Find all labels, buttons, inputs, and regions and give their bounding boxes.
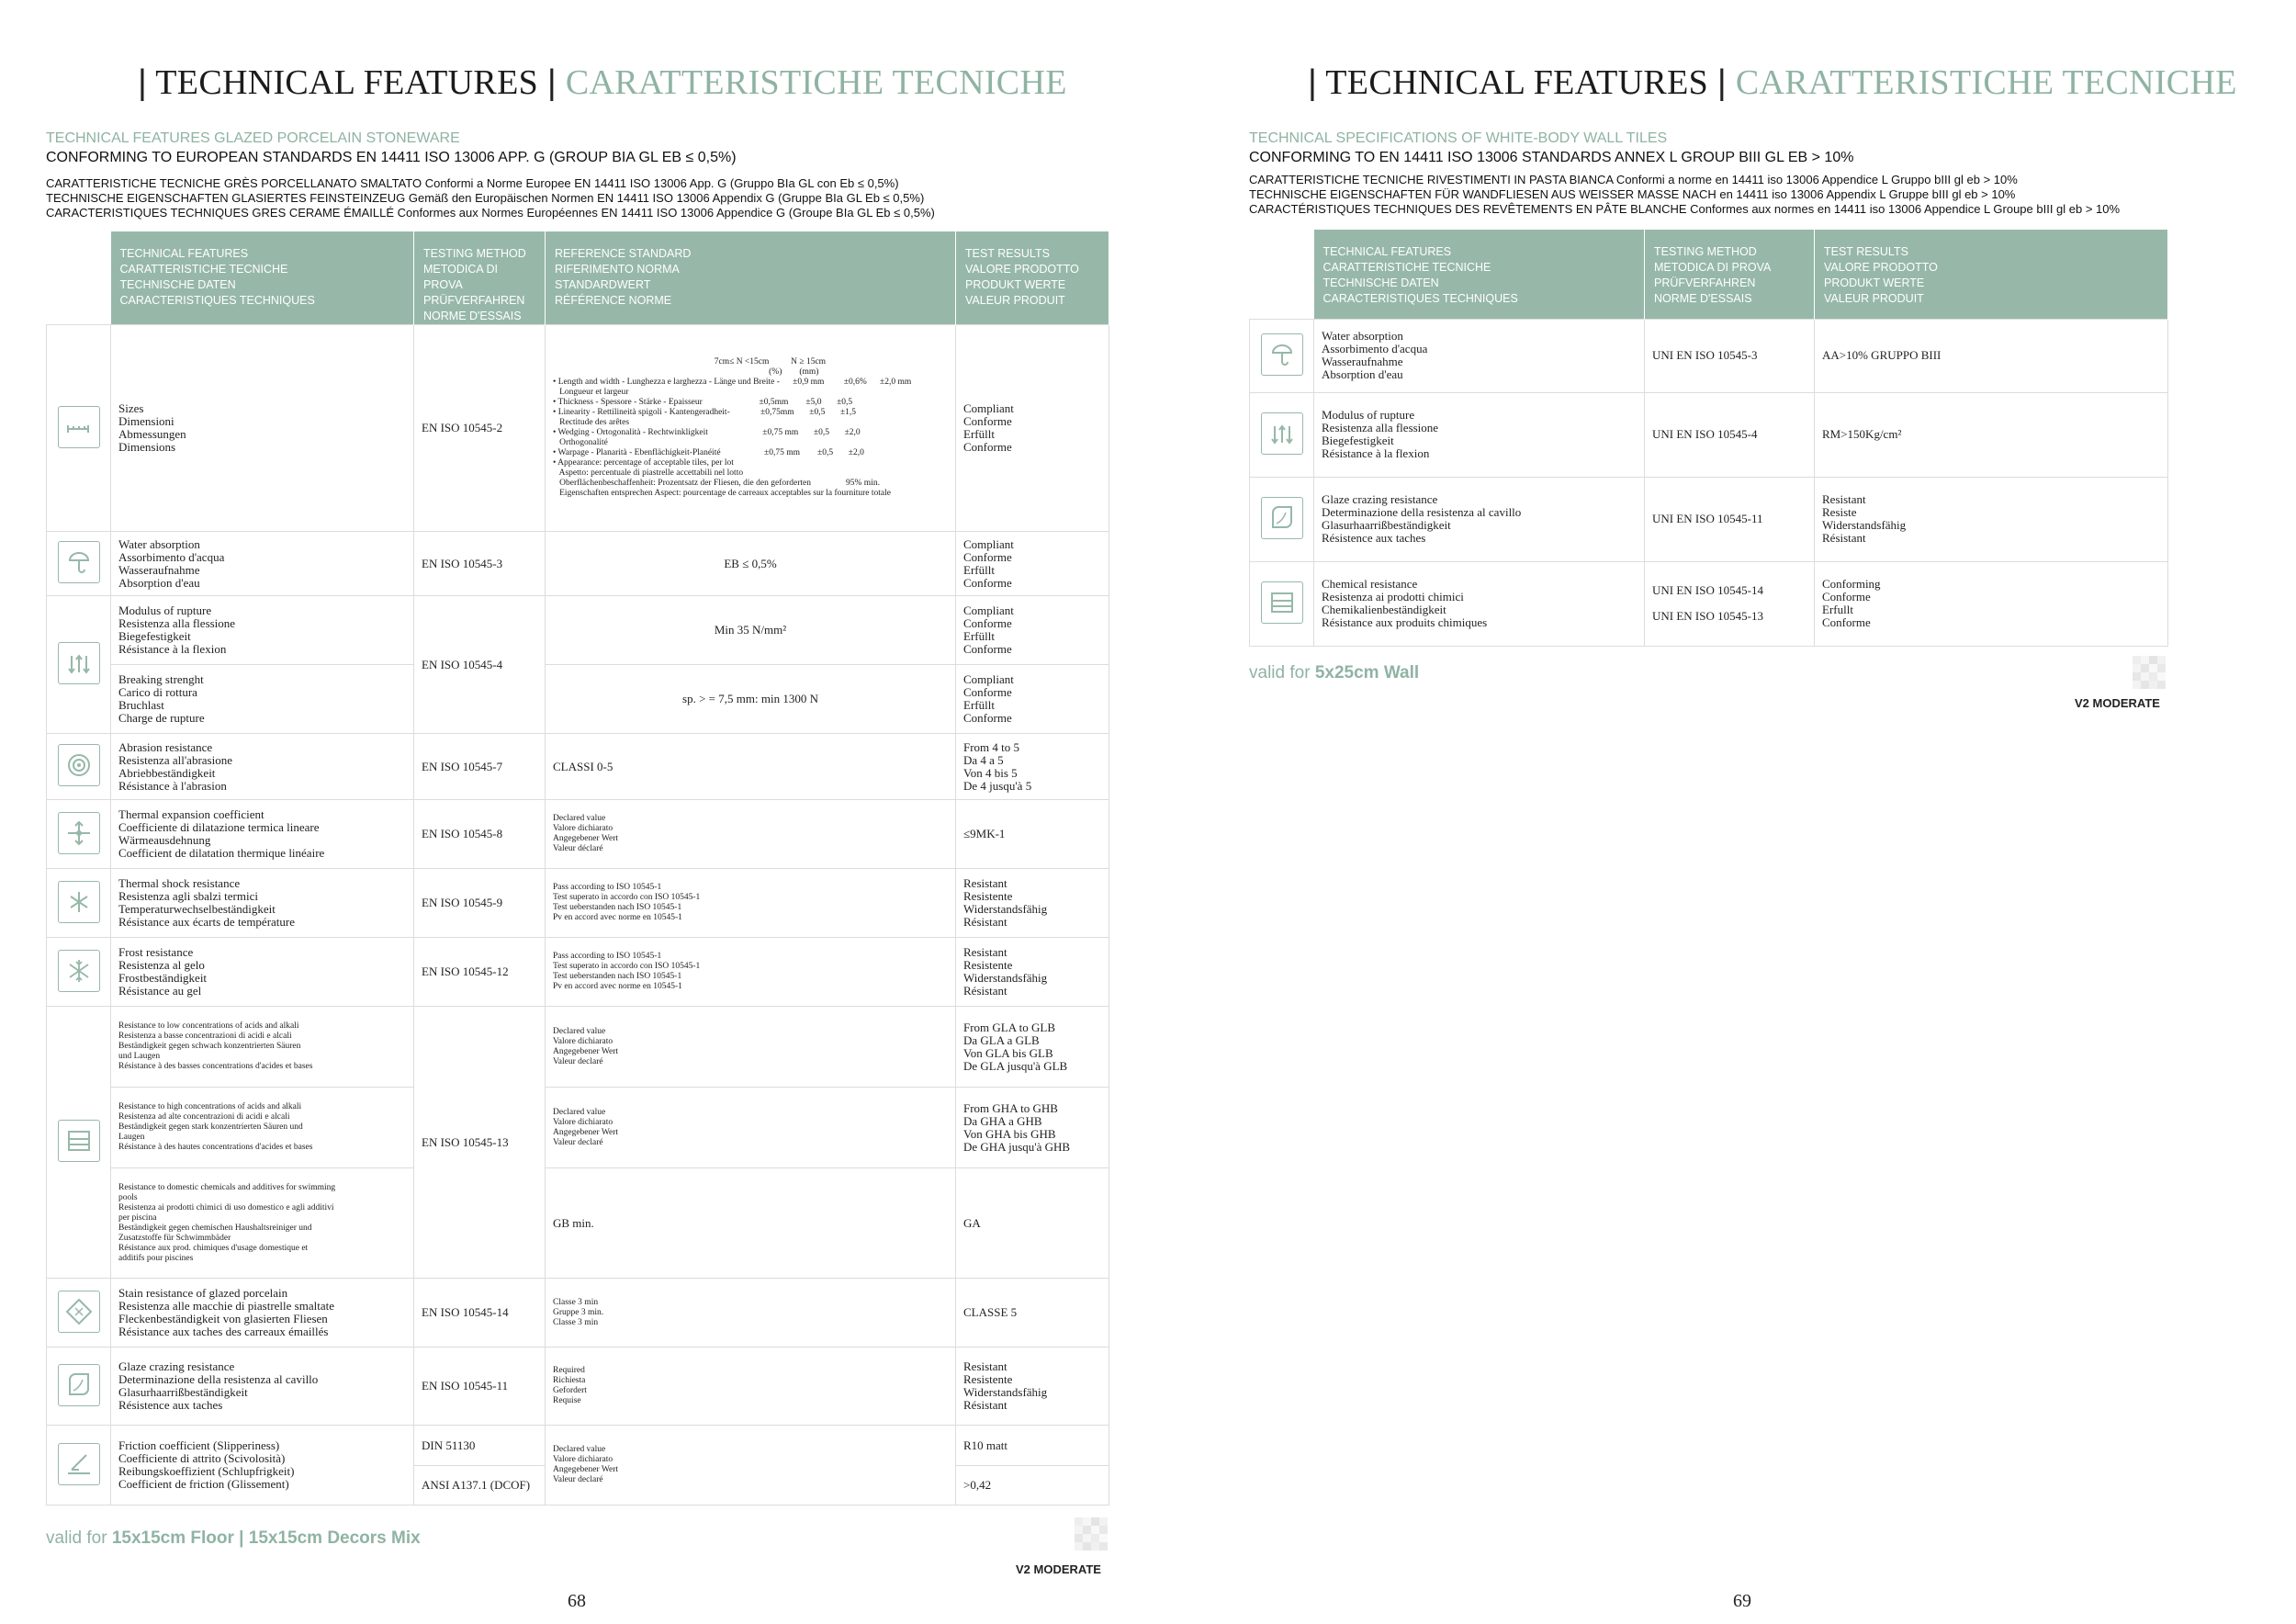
method-friction-din: DIN 51130 [414,1426,546,1466]
feature-water-absorption: Water absorption Assorbimento d'acqua Wasseraufnahme Absorption d'eau [111,532,414,596]
col-header-results: TEST RESULTS VALORE PRODOTTO PRODUKT WERTE VALEUR PRODUIT [956,231,1109,325]
icon-cell [47,596,111,734]
feature-modulus: Modulus of rupture Resistenza alla flessione Biegefestigkeit Résistance à la flexion [1314,392,1645,477]
table-row [1250,561,2168,646]
result-chemical: Conforming Conforme Erfullt Conforme [1815,561,2168,646]
col-header-features: TECHNICAL FEATURES CARATTERISTICHE TECNICHE TECHNISCHE DATEN CARACTERISTIQUES TECHNIQUES [1314,230,1645,319]
feature-breaking: Breaking strenght Carico di rottura Bruchlast Charge de rupture [111,665,414,734]
shade-variation-icon [2133,656,2166,689]
stain-resistance-icon [58,1291,100,1333]
thermal-expansion-icon [58,812,100,854]
feature-stain: Stain resistance of glazed porcelain Resistenza alle macchie di piastrelle smaltate Fleckenbeständigkeit von glasierten Fliesen Résistance aux taches des carreaux émaillés [111,1279,414,1348]
flexion-arrows-icon [1261,412,1303,455]
friction-icon [58,1443,100,1485]
table-row [47,532,1109,596]
table-row [47,869,1109,938]
col-header-results: TEST RESULTS VALORE PRODOTTO PRODUKT WERTE VALEUR PRODUIT [1815,230,2168,319]
feature-crazing: Glaze crazing resistance Determinazione della resistenza al cavillo Glasurhaarrißbeständigkeit Résistence aux taches [1314,477,1645,561]
feature-thermal-expansion: Thermal expansion coefficient Coefficiente di dilatazione termica lineare Wärmeausdehnung Coefficient de dilatation thermique linéaire [111,800,414,869]
method-thermal-shock: EN ISO 10545-9 [414,869,546,938]
method-modulus: EN ISO 10545-4 [414,596,546,734]
feature-chem-high: Resistance to high concentrations of acids and alkali Resistenza ad alte concentrazioni di acidi e alcali Beständigkeit gegen stark konzentrierten Säuren und Laugen Résistance à des hautes concentrations d'acides et bases [111,1088,414,1168]
table-row [47,734,1109,800]
result-friction-ansi: >0,42 [956,1466,1109,1506]
table-row [47,1348,1109,1426]
method-modulus: UNI EN ISO 10545-4 [1645,392,1815,477]
feature-chem-domestic: Resistance to domestic chemicals and additives for swimming pools Resistenza ai prodotti chimici di uso domestico e agli additivi per piscina Beständigkeit gegen chemischen Haushaltsreiniger und Zusatzstoffe für Schwimmbäder Résistance aux prod. chimiques d'usage domestique et additifs pour piscines [111,1168,414,1279]
reference-chem-domestic: GB min. [546,1168,956,1279]
result-stain: CLASSE 5 [956,1279,1109,1348]
water-absorption-icon [1261,333,1303,376]
icon-cell [1250,392,1314,477]
reference-friction: Declared value Valore dichiarato Angegebener Wert Valeur declaré [546,1426,956,1506]
method-chemical: UNI EN ISO 10545-14 UNI EN ISO 10545-13 [1645,561,1815,646]
page-header [1308,61,2237,105]
result-abrasion: From 4 to 5 Da 4 a 5 Von 4 bis 5 De 4 jusqu'à 5 [956,734,1109,800]
flexion-arrows-icon [58,642,100,684]
shade-variation-label: V2 MODERATE [1016,1562,1101,1576]
header-separator: | [138,63,148,102]
method-chemical: EN ISO 10545-13 [414,1007,546,1279]
subtitle-line: CARATTERISTICHE TECNICHE GRÈS PORCELLANATO SMALTATO Conformi a Norme Europee EN 14411 ISO 13006 App. G (Gruppo BIa GL con Eb ≤ 0,5%) [46,176,899,190]
page-header [138,61,1067,105]
technical-table-porcelain [46,231,1109,1506]
feature-frost: Frost resistance Resistenza al gelo Frostbeständigkeit Résistance au gel [111,938,414,1007]
subtitle-main: CONFORMING TO EN 14411 ISO 13006 STANDARDS ANNEX L GROUP BIII GL EB > 10% [1249,150,1854,165]
result-modulus: Compliant Conforme Erfüllt Conforme [956,596,1109,665]
valid-for-formats: 15x15cm Floor | 15x15cm Decors Mix [111,1528,421,1548]
icon-cell [1250,561,1314,646]
feature-modulus: Modulus of rupture Resistenza alla flessione Biegefestigkeit Résistance à la flexion [111,596,414,665]
page-number: 69 [1733,1591,1751,1611]
icon-cell [47,869,111,938]
method-thermal-expansion: EN ISO 10545-8 [414,800,546,869]
snowflake-icon [58,950,100,992]
table-row [47,665,1109,734]
subtitle-colored: TECHNICAL FEATURES GLAZED PORCELAIN STONEWARE [46,130,460,146]
table-row [1250,477,2168,561]
glaze-crazing-icon [1261,497,1303,539]
reference-breaking: sp. > = 7,5 mm: min 1300 N [546,665,956,734]
valid-for-formats: 5x25cm Wall [1314,663,1420,682]
reference-stain: Classe 3 min Gruppe 3 min. Classe 3 min [546,1279,956,1348]
table-row [47,1088,1109,1168]
result-water-absorption: AA>10% GRUPPO BIII [1815,319,2168,392]
header-title-it: CARATTERISTICHE TECNICHE [1735,63,2237,102]
header-separator: | [546,63,557,102]
glaze-crazing-icon [58,1364,100,1406]
reference-sizes: 7cm≤ N <15cm N ≥ 15cm (%) (mm) • Length and width - Lunghezza e larghezza - Länge und Breite - ±0,9 mm ±0,6% ±2,0 mm Longueur et largeur • Thickness - Spessore - Stärke - Epaisseur ±0,5mm ±5,0 ±0,5 • Linearity - Rettilineità spigoli - Kantengeradheit- ±0,75mm ±0,5 ±1,5 Rectitude des arêtes • Wedging - Ortogonalità - Rechtwinkligkeit ±0,75 mm ±0,5 ±2,0 Orthogonalité • Warpage - Planarità - Ebenflächigkeit-Planéité ±0,75 mm ±0,5 ±2,0 • Appearance: percentage of acceptable tiles, per lot Aspetto: percentuale di piastrelle accettabili nel lotto Oberflächenbeschaffenheit: Prozentsatz der Fliesen, die den geforderten 95% min. Eigenschaften entsprechen Aspect: pourcentage de carreaux acceptables sur la fourniture totale [546,325,956,532]
reference-modulus: Min 35 N/mm² [546,596,956,665]
icon-cell [47,1348,111,1426]
feature-thermal-shock: Thermal shock resistance Resistenza agli sbalzi termici Temperaturwechselbeständigkeit Résistance aux écarts de température [111,869,414,938]
icon-cell [47,800,111,869]
method-sizes: EN ISO 10545-2 [414,325,546,532]
icon-cell [47,325,111,532]
page-69 [1148,0,2296,1624]
result-sizes: Compliant Conforme Erfüllt Conforme [956,325,1109,532]
icon-cell [1250,319,1314,392]
result-chem-domestic: GA [956,1168,1109,1279]
subtitle-colored: TECHNICAL SPECIFICATIONS OF WHITE-BODY WALL TILES [1249,130,1668,146]
header-separator: | [1308,63,1318,102]
icon-cell [47,1279,111,1348]
col-header-method: TESTING METHOD METODICA DI PROVA PRÜFVERFAHREN NORME D'ESSAIS [1645,230,1815,319]
result-crazing: Resistant Resiste Widerstandsfähig Résistant [1815,477,2168,561]
feature-sizes: Sizes Dimensioni Abmessungen Dimensions [111,325,414,532]
subtitle-line: CARACTERISTIQUES TECHNIQUES GRES CERAME ÉMAILLÉ Conformes aux Normes Européennes EN 14411 ISO 13006 Appendice G (Groupe BIa GL Eb ≤ 0,5%) [46,206,935,220]
subtitle-line: CARATTERISTICHE TECNICHE RIVESTIMENTI IN PASTA BIANCA Conformi a norme en 14411 iso 13006 Appendice L Gruppo bIII gl eb > 10% [1249,173,2018,186]
chemical-resistance-icon [1261,581,1303,624]
result-modulus: RM>150Kg/cm² [1815,392,2168,477]
method-friction-ansi: ANSI A137.1 (DCOF) [414,1466,546,1506]
method-abrasion: EN ISO 10545-7 [414,734,546,800]
col-header-method: TESTING METHOD METODICA DI PROVA PRÜFVERFAHREN NORME D'ESSAIS [414,231,546,325]
reference-water-absorption: EB ≤ 0,5% [546,532,956,596]
icon-cell [47,532,111,596]
reference-frost: Pass according to ISO 10545-1 Test superato in accordo con ISO 10545-1 Test ueberstanden nach ISO 10545-1 Pv en accord avec norme en 10545-1 [546,938,956,1007]
col-header-reference: REFERENCE STANDARD RIFERIMENTO NORMA STANDARDWERT RÉFÉRENCE NORME [546,231,956,325]
icon-cell [47,938,111,1007]
feature-water-absorption: Water absorption Assorbimento d'acqua Wasseraufnahme Absorption d'eau [1314,319,1645,392]
result-friction-din: R10 matt [956,1426,1109,1466]
reference-chem-low: Declared value Valore dichiarato Angegebener Wert Valeur declaré [546,1007,956,1088]
water-absorption-icon [58,541,100,583]
subtitle-line: TECHNISCHE EIGENSCHAFTEN FÜR WANDFLIESEN AUS WEISSER MASSE NACH en 14411 iso 13006 Appendix L Gruppe bIII gl eb > 10% [1249,187,2016,201]
feature-chemical: Chemical resistance Resistenza ai prodotti chimici Chemikalienbeständigkeit Résistance aux produits chimiques [1314,561,1645,646]
table-row [47,1279,1109,1348]
reference-abrasion: CLASSI 0-5 [546,734,956,800]
result-thermal-expansion: ≤9MK-1 [956,800,1109,869]
reference-thermal-shock: Pass according to ISO 10545-1 Test superato in accordo con ISO 10545-1 Test ueberstanden nach ISO 10545-1 Pv en accord avec norme en 10545-1 [546,869,956,938]
reference-thermal-expansion: Declared value Valore dichiarato Angegebener Wert Valeur déclaré [546,800,956,869]
method-water-absorption: EN ISO 10545-3 [414,532,546,596]
header-separator: | [1716,63,1728,102]
icon-cell [47,1007,111,1279]
feature-crazing: Glaze crazing resistance Determinazione della resistenza al cavillo Glasurhaarrißbeständigkeit Résistence aux taches [111,1348,414,1426]
col-header-features: TECHNICAL FEATURES CARATTERISTICHE TECNICHE TECHNISCHE DATEN CARACTERISTIQUES TECHNIQUES [111,231,414,325]
result-water-absorption: Compliant Conforme Erfüllt Conforme [956,532,1109,596]
table-row [47,938,1109,1007]
valid-for-note: valid for 15x15cm Floor | 15x15cm Decors Mix [46,1528,421,1548]
feature-abrasion: Abrasion resistance Resistenza all'abrasione Abriebbeständigkeit Résistance à l'abrasion [111,734,414,800]
ruler-icon [58,406,100,448]
result-chem-high: From GHA to GHB Da GHA a GHB Von GHA bis GHB De GHA jusqu'à GHB [956,1088,1109,1168]
result-breaking: Compliant Conforme Erfüllt Conforme [956,665,1109,734]
result-frost: Resistant Resistente Widerstandsfähig Résistant [956,938,1109,1007]
shade-variation-icon [1075,1517,1108,1551]
table-row [47,1007,1109,1088]
table-row [47,325,1109,532]
subtitle-line: CARACTÉRISTIQUES TECHNIQUES DES REVÊTEMENTS EN PÂTE BLANCHE Conformes aux normes en 14411 iso 13006 Appendice L Groupe bIII gl eb > 10% [1249,202,2121,216]
technical-table-wall [1249,230,2168,647]
table-row [47,1426,1109,1466]
table-row [47,1168,1109,1279]
result-crazing: Resistant Resistente Widerstandsfähig Résistant [956,1348,1109,1426]
header-title-en: TECHNICAL FEATURES [1325,63,1709,102]
header-blank [47,231,111,325]
method-water-absorption: UNI EN ISO 10545-3 [1645,319,1815,392]
result-chem-low: From GLA to GLB Da GLA a GLB Von GLA bis GLB De GLA jusqu'à GLB [956,1007,1109,1088]
valid-for-note: valid for 5x25cm Wall [1249,663,1420,682]
result-thermal-shock: Resistant Resistente Widerstandsfähig Résistant [956,869,1109,938]
shade-variation-label: V2 MODERATE [2075,696,2160,710]
header-title-it: CARATTERISTICHE TECNICHE [565,63,1067,102]
thermal-shock-icon [58,881,100,923]
feature-chem-low: Resistance to low concentrations of acids and alkali Resistenza a basse concentrazioni di acidi e alcali Beständigkeit gegen schwach konzentrierten Säuren und Laugen Résistance à des basses concentrations d'acides et bases [111,1007,414,1088]
subtitle-line: TECHNISCHE EIGENSCHAFTEN GLASIERTES FEINSTEINZEUG Gemäß den Europäischen Normen EN 14411 ISO 13006 Appendix G (Gruppe BIa GL Eb ≤ 0,5%) [46,191,925,205]
table-row [47,800,1109,869]
icon-cell [47,734,111,800]
table-row [1250,319,2168,392]
method-crazing: EN ISO 10545-11 [414,1348,546,1426]
reference-chem-high: Declared value Valore dichiarato Angegebener Wert Valeur declaré [546,1088,956,1168]
page-number: 68 [568,1591,586,1611]
reference-crazing: Required Richiesta Gefordert Requise [546,1348,956,1426]
method-stain: EN ISO 10545-14 [414,1279,546,1348]
method-frost: EN ISO 10545-12 [414,938,546,1007]
subtitle-main: CONFORMING TO EUROPEAN STANDARDS EN 14411 ISO 13006 APP. G (GROUP BIA GL EB ≤ 0,5%) [46,150,737,165]
icon-cell [1250,477,1314,561]
table-row [1250,392,2168,477]
chemical-resistance-icon [58,1120,100,1162]
header-blank [1250,230,1314,319]
icon-cell [47,1426,111,1506]
abrasion-icon [58,744,100,786]
method-crazing: UNI EN ISO 10545-11 [1645,477,1815,561]
feature-friction: Friction coefficient (Slipperiness) Coefficiente di attrito (Scivolosità) Reibungskoeffizient (Schlupfrigkeit) Coefficient de friction (Glissement) [111,1426,414,1506]
header-title-en: TECHNICAL FEATURES [155,63,539,102]
table-row [47,596,1109,665]
